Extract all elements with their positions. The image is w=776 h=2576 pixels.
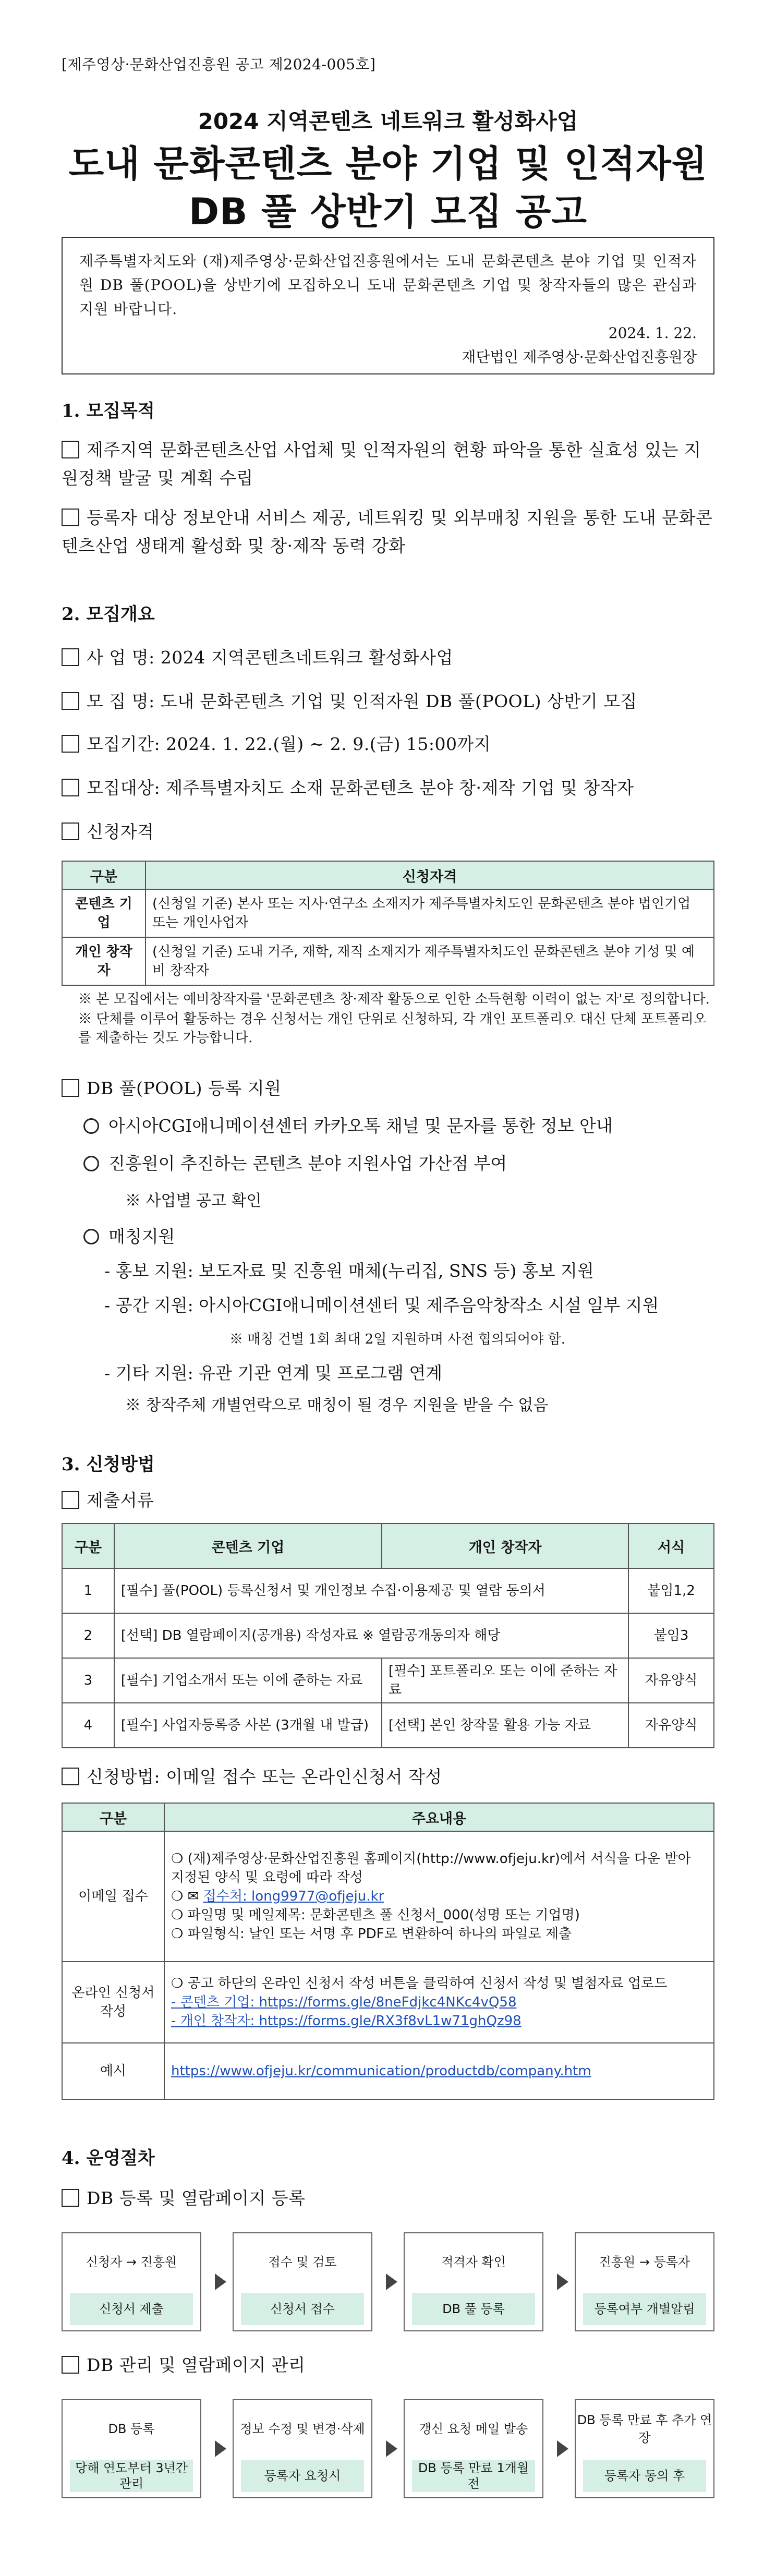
checkbox-icon: [62, 2356, 79, 2374]
flow1-step-3: [404, 2232, 543, 2331]
flow1-step-1-top: 신청자 → 진흥원: [86, 2255, 177, 2269]
email-line-4: ❍ 파일형식: 날인 또는 서명 후 PDF로 변환하여 하나의 파일로 제출: [171, 1926, 572, 1942]
email-line-3: ❍ 파일명 및 메일제목: 문화콘텐츠 풀 신청서_000(성명 또는 기업명): [171, 1907, 580, 1923]
flow2-step-3-bottom: DB 등록 만료 1개월 전: [412, 2460, 535, 2492]
matching-title: [83, 1224, 714, 1250]
title-line-2: 도내 문화콘텐츠 분야 기업 및 인적자원: [68, 142, 708, 185]
flow1-step-4-top: 진흥원 → 등록자: [599, 2255, 690, 2269]
flow2-step-4: [575, 2399, 714, 2498]
s2-item-1-text: 사 업 명: 2024 지역콘텐츠네트워크 활성화사업: [87, 647, 453, 668]
section-1-title: 1. 모집목적: [62, 401, 155, 421]
method-example-label: 예시: [62, 2043, 164, 2099]
matching-title-text: 매칭지원: [108, 1226, 175, 1247]
checkbox-icon: [62, 692, 79, 710]
s2-item-2: [62, 687, 714, 716]
docs-row-3-form: 자유양식: [628, 1658, 714, 1703]
s2-item-3: [62, 730, 714, 758]
method-table: [62, 1803, 714, 2100]
s1-item-2-text: 등록자 대상 정보안내 서비스 제공, 네트워킹 및 외부매칭 지원을 통한 도내 문화콘텐츠산업 생태계 활성화 및 창·제작 동력 강화: [62, 507, 713, 556]
docs-header-company: 콘텐츠 기업: [114, 1523, 382, 1568]
flow1-title: [62, 2184, 714, 2212]
support-item-1: [83, 1113, 714, 1139]
documents-table: [62, 1523, 714, 1748]
checkbox-icon: [62, 1079, 79, 1097]
intro-org: 재단법인 제주영상·문화산업진흥원장: [462, 348, 697, 366]
example-link[interactable]: https://www.ofjeju.kr/communication/productdb/company.htm: [171, 2063, 591, 2079]
method-email-content: [164, 1831, 714, 1962]
circle-bullet-icon: [83, 1156, 99, 1171]
docs-header-type: 구분: [62, 1523, 114, 1568]
elig-row-1-key: 콘텐츠 기업: [62, 889, 146, 937]
flow2-step-2-top: 정보 수정 및 변경·삭제: [240, 2422, 365, 2436]
flow2-step-3-top: 갱신 요청 메일 발송: [419, 2422, 528, 2436]
online-creator-link[interactable]: - 개인 창작자: https://forms.gle/RX3f8vL1w71ghQz98: [171, 2013, 522, 2029]
support-title: [62, 1074, 714, 1103]
online-line-1-text: 공고 하단의 온라인 신청서 작성 버튼을 클릭하여 신청서 작성 및 별첨자료 업로드: [187, 1976, 668, 1991]
method-title-text: 신청방법: 이메일 접수 또는 온라인신청서 작성: [87, 1767, 442, 1787]
section-3-title: 3. 신청방법: [62, 1454, 155, 1475]
checkbox-icon: [62, 648, 79, 666]
s2-item-1: [62, 644, 714, 672]
s2-item-5: [62, 818, 714, 846]
support-note: ※ 사업별 공고 확인: [125, 1192, 262, 1210]
flow2-step-2: [233, 2399, 372, 2498]
flow2-title: [62, 2351, 714, 2379]
docs-row-3-no: 3: [62, 1658, 114, 1703]
arrow-right-icon: [557, 2273, 568, 2290]
support-item-2-text: 진흥원이 추진하는 콘텐츠 분야 지원사업 가산점 부여: [108, 1153, 507, 1174]
flow1-step-1-bottom: 신청서 제출: [70, 2293, 193, 2325]
method-online-content: [164, 1962, 714, 2043]
elig-row-1-value: (신청일 기준) 본사 또는 지사·연구소 소재지가 제주특별자치도인 문화콘텐츠 분야 법인기업 또는 개인사업자: [146, 889, 714, 937]
flow2-step-4-bottom: 등록자 동의 후: [583, 2460, 706, 2492]
email-line-2: ❍ ✉ 접수처: long9977@ofjeju.kr: [171, 1889, 384, 1904]
arrow-right-icon: [557, 2440, 568, 2457]
flow1-step-1: [62, 2232, 201, 2331]
arrow-right-icon: [215, 2273, 226, 2290]
elig-header-type: 구분: [62, 861, 146, 889]
docs-row-1-doc: [필수] 풀(POOL) 등록신청서 및 개인정보 수집·이용제공 및 열람 동의서: [114, 1568, 628, 1613]
email-line-1-text: (재)제주영상·문화산업진흥원 홈페이지(http://www.ofjeju.kr)에서 서식을 다운 받아 지정된 양식 및 요령에 따라 작성: [171, 1851, 691, 1885]
intro-body: 제주특별자치도와 (재)제주영상·문화산업진흥원에서는 도내 문화콘텐츠 분야 기업 및 인적자원 DB 풀(POOL)을 상반기에 모집하오니 도내 문화콘텐츠 기업 및 창작자들의 많은 관심과 지원 바랍니다.: [79, 252, 697, 318]
docs-title-text: 제출서류: [87, 1490, 154, 1510]
s2-item-4: [62, 774, 714, 802]
circle-bullet-icon: [83, 1229, 99, 1244]
checkbox-icon: [62, 735, 79, 753]
section-2-title: 2. 모집개요: [62, 604, 155, 625]
support-item-2: [83, 1151, 714, 1177]
matching-item-2: - 공간 지원: 아시아CGI애니메이션센터 및 제주음악창작소 시설 일부 지원: [104, 1295, 659, 1315]
checkbox-icon: [62, 823, 79, 840]
arrow-right-icon: [386, 2440, 397, 2457]
elig-row-2-key: 개인 창작자: [62, 937, 146, 985]
docs-row-3-company: [필수] 기업소개서 또는 이에 준하는 자료: [114, 1658, 382, 1703]
s2-item-4-text: 모집대상: 제주특별자치도 소재 문화콘텐츠 분야 창·제작 기업 및 창작자: [87, 778, 634, 798]
flow1-step-4: [575, 2232, 714, 2331]
notice-number: [제주영상·문화산업진흥원 공고 제2024-005호]: [62, 56, 376, 73]
email-line-3-text: 파일명 및 메일제목: 문화콘텐츠 풀 신청서_000(성명 또는 기업명): [187, 1907, 580, 1923]
matching-note: ※ 창작주체 개별연락으로 매칭이 될 경우 지원을 받을 수 없음: [125, 1396, 549, 1414]
support-title-text: DB 풀(POOL) 등록 지원: [87, 1078, 282, 1098]
flow1-step-2-top: 접수 및 검토: [268, 2255, 337, 2269]
checkbox-icon: [62, 779, 79, 796]
docs-row-4-form: 자유양식: [628, 1703, 714, 1748]
s2-item-2-text: 모 집 명: 도내 문화콘텐츠 기업 및 인적자원 DB 풀(POOL) 상반기 모집: [87, 691, 637, 711]
email-line-1: ❍ (재)제주영상·문화산업진흥원 홈페이지(http://www.ofjeju.kr)에서 서식을 다운 받아 지정된 양식 및 요령에 따라 작성: [171, 1851, 691, 1885]
checkbox-icon: [62, 2189, 79, 2207]
elig-header-qual: 신청자격: [146, 861, 714, 889]
method-title: [62, 1763, 714, 1791]
arrow-right-icon: [215, 2440, 226, 2457]
elig-note-1: ※ 본 모집에서는 예비창작자를 '문화콘텐츠 창·제작 활동으로 인한 소득현황 이력이 없는 자'로 정의합니다.: [78, 991, 710, 1007]
title-line-3: DB 풀 상반기 모집 공고: [189, 190, 587, 233]
docs-row-4-creator: [선택] 본인 창작물 활용 가능 자료: [382, 1703, 628, 1748]
email-address-link[interactable]: 접수처: long9977@ofjeju.kr: [203, 1889, 384, 1904]
flow1-title-text: DB 등록 및 열람페이지 등록: [87, 2188, 306, 2208]
docs-row-3-creator: [필수] 포트폴리오 또는 이에 준하는 자료: [382, 1658, 628, 1703]
docs-header-creator: 개인 창작자: [382, 1523, 628, 1568]
checkbox-icon: [62, 509, 79, 526]
flow2-title-text: DB 관리 및 열람페이지 관리: [87, 2355, 306, 2375]
flow1-step-2-bottom: 신청서 접수: [241, 2293, 364, 2325]
email-line-4-text: 파일형식: 날인 또는 서명 후 PDF로 변환하여 하나의 파일로 제출: [187, 1926, 572, 1942]
space-note: ※ 매칭 건별 1회 최대 2일 지원하며 사전 협의되어야 함.: [229, 1332, 566, 1347]
checkbox-icon: [62, 441, 79, 458]
flow1-step-4-bottom: 등록여부 개별알림: [583, 2293, 706, 2325]
docs-row-1-no: 1: [62, 1568, 114, 1613]
s1-item-1-text: 제주지역 문화콘텐츠산업 사업체 및 인적자원의 현황 파악을 통한 실효성 있는 지원정책 발굴 및 계획 수립: [62, 440, 701, 488]
online-company-link[interactable]: - 콘텐츠 기업: https://forms.gle/8neFdjkc4NKc4vQ58: [171, 1994, 517, 2010]
docs-row-4-no: 4: [62, 1703, 114, 1748]
flow2-row: [62, 2399, 714, 2498]
matching-item-3: - 기타 지원: 유관 기관 연계 및 프로그램 연계: [104, 1363, 443, 1383]
flow2-step-1: [62, 2399, 201, 2498]
flow2-step-3: [404, 2399, 543, 2498]
section-4-title: 4. 운영절차: [62, 2148, 155, 2169]
flow2-step-4-top: DB 등록 만료 후 추가 연장: [577, 2413, 712, 2445]
flow1-step-3-top: 적격자 확인: [441, 2255, 506, 2269]
title-line-1: 2024 지역콘텐츠 네트워크 활성화사업: [198, 108, 578, 134]
docs-row-2-doc: [선택] DB 열람페이지(공개용) 작성자료 ※ 열람공개동의자 해당: [114, 1613, 628, 1658]
method-email-label: 이메일 접수: [62, 1831, 164, 1962]
intro-date: 2024. 1. 22.: [608, 324, 697, 342]
docs-title: [62, 1486, 714, 1515]
flow1-row: [62, 2232, 714, 2331]
method-header-content: 주요내용: [164, 1803, 714, 1831]
matching-item-1: - 홍보 지원: 보도자료 및 진흥원 매체(누리집, SNS 등) 홍보 지원: [104, 1261, 594, 1281]
support-item-1-text: 아시아CGI애니메이션센터 카카오톡 채널 및 문자를 통한 정보 안내: [108, 1116, 613, 1136]
s2-item-3-text: 모집기간: 2024. 1. 22.(월) ~ 2. 9.(금) 15:00까지: [87, 734, 491, 754]
online-line-1: ❍ 공고 하단의 온라인 신청서 작성 버튼을 클릭하여 신청서 작성 및 별첨자료 업로드: [171, 1976, 668, 1991]
s1-item-1: [62, 436, 714, 492]
arrow-right-icon: [386, 2273, 397, 2290]
method-online-label: 온라인 신청서 작성: [62, 1962, 164, 2043]
method-example-content: [164, 2043, 714, 2099]
s1-item-2: [62, 504, 714, 560]
intro-box: [62, 237, 714, 374]
flow2-step-1-top: DB 등록: [108, 2422, 155, 2436]
mail-icon: ✉: [187, 1889, 199, 1904]
docs-row-4-company: [필수] 사업자등록증 사본 (3개월 내 발급): [114, 1703, 382, 1748]
checkbox-icon: [62, 1491, 79, 1509]
flow1-step-2: [233, 2232, 372, 2331]
docs-row-2-form: 붙임3: [628, 1613, 714, 1658]
flow2-step-2-bottom: 등록자 요청시: [241, 2460, 364, 2492]
docs-header-form: 서식: [628, 1523, 714, 1568]
title-block: [0, 104, 776, 236]
docs-row-2-no: 2: [62, 1613, 114, 1658]
elig-note-2: ※ 단체를 이루어 활동하는 경우 신청서는 개인 단위로 신청하되, 각 개인 포트폴리오 대신 단체 포트폴리오를 제출하는 것도 가능합니다.: [78, 1011, 707, 1046]
checkbox-icon: [62, 1768, 79, 1785]
flow1-step-3-bottom: DB 풀 등록: [412, 2293, 535, 2325]
s2-item-5-text: 신청자격: [87, 821, 154, 842]
docs-row-1-form: 붙임1,2: [628, 1568, 714, 1613]
elig-row-2-value: (신청일 기준) 도내 거주, 재학, 재직 소재지가 제주특별자치도인 문화콘텐츠 분야 기성 및 예비 창작자: [146, 937, 714, 985]
eligibility-table: [62, 861, 714, 986]
flow2-step-1-bottom: 당해 연도부터 3년간 관리: [70, 2460, 193, 2492]
method-header-type: 구분: [62, 1803, 164, 1831]
circle-bullet-icon: [83, 1118, 99, 1134]
